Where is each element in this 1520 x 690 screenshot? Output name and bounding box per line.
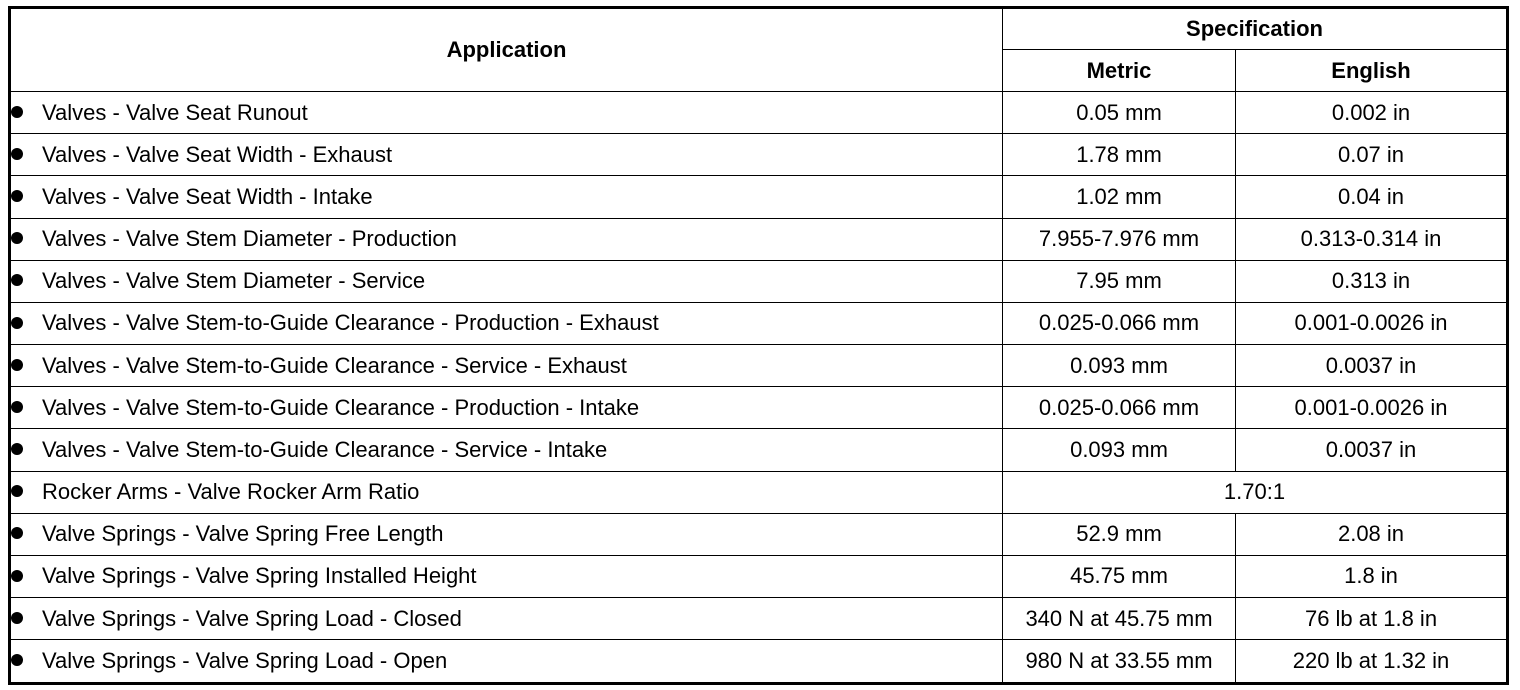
specification-header: Specification: [1003, 8, 1508, 50]
english-cell: 0.001-0.0026 in: [1236, 302, 1508, 344]
english-cell: 0.313-0.314 in: [1236, 218, 1508, 260]
header-row-top: [10, 8, 1508, 50]
application-text: Rocker Arms - Valve Rocker Arm Ratio: [42, 479, 420, 505]
table-row: [10, 260, 1508, 302]
english-cell: 1.8 in: [1236, 555, 1508, 597]
bullet-icon: [11, 485, 23, 497]
application-cell: [10, 429, 1003, 471]
application-cell: [10, 92, 1003, 134]
table-row: [10, 429, 1508, 471]
metric-cell: 0.093 mm: [1003, 345, 1236, 387]
metric-cell: 1.78 mm: [1003, 134, 1236, 176]
application-cell: [10, 260, 1003, 302]
bullet-icon: [11, 401, 23, 413]
table-row: [10, 598, 1508, 640]
bullet-icon: [11, 654, 23, 666]
application-text: Valves - Valve Stem-to-Guide Clearance - Production - Exhaust: [42, 310, 659, 336]
table-body: [10, 92, 1508, 684]
application-cell: [10, 218, 1003, 260]
metric-cell: 52.9 mm: [1003, 513, 1236, 555]
table-row: [10, 471, 1508, 513]
application-header: Application: [10, 8, 1003, 92]
table-row: [10, 302, 1508, 344]
metric-header: Metric: [1003, 50, 1236, 92]
application-text: Valve Springs - Valve Spring Load - Closed: [42, 605, 462, 631]
application-cell: [10, 134, 1003, 176]
application-text: Valve Springs - Valve Spring Installed Height: [42, 563, 477, 589]
bullet-icon: [11, 190, 23, 202]
application-cell: [10, 345, 1003, 387]
metric-cell: 340 N at 45.75 mm: [1003, 598, 1236, 640]
metric-cell: 7.95 mm: [1003, 260, 1236, 302]
metric-cell: 0.025-0.066 mm: [1003, 302, 1236, 344]
bullet-icon: [11, 359, 23, 371]
application-cell: [10, 471, 1003, 513]
application-cell: [10, 640, 1003, 684]
english-cell: 0.002 in: [1236, 92, 1508, 134]
metric-cell: 0.05 mm: [1003, 92, 1236, 134]
application-cell: [10, 598, 1003, 640]
english-header: English: [1236, 50, 1508, 92]
bullet-icon: [11, 612, 23, 624]
english-cell: 0.07 in: [1236, 134, 1508, 176]
application-text: Valves - Valve Seat Width - Exhaust: [42, 141, 393, 167]
table-row: [10, 92, 1508, 134]
bullet-icon: [11, 317, 23, 329]
application-text: Valve Springs - Valve Spring Load - Open: [42, 648, 448, 674]
application-text: Valves - Valve Seat Width - Intake: [42, 183, 373, 209]
english-cell: 2.08 in: [1236, 513, 1508, 555]
bullet-icon: [11, 148, 23, 160]
bullet-icon: [11, 106, 23, 118]
english-cell: 0.04 in: [1236, 176, 1508, 218]
application-text: Valves - Valve Stem-to-Guide Clearance - Production - Intake: [42, 394, 640, 420]
metric-cell: 45.75 mm: [1003, 555, 1236, 597]
metric-cell: 0.025-0.066 mm: [1003, 387, 1236, 429]
english-cell: 220 lb at 1.32 in: [1236, 640, 1508, 684]
metric-cell: 0.093 mm: [1003, 429, 1236, 471]
application-text: Valves - Valve Stem-to-Guide Clearance - Service - Exhaust: [42, 352, 627, 378]
bullet-icon: [11, 232, 23, 244]
application-cell: [10, 387, 1003, 429]
metric-cell: 7.955-7.976 mm: [1003, 218, 1236, 260]
english-cell: 0.0037 in: [1236, 345, 1508, 387]
table-row: [10, 345, 1508, 387]
specification-table: [8, 6, 1509, 685]
application-text: Valves - Valve Stem-to-Guide Clearance - Service - Intake: [42, 436, 608, 462]
application-cell: [10, 176, 1003, 218]
application-cell: [10, 555, 1003, 597]
bullet-icon: [11, 570, 23, 582]
table-row: [10, 176, 1508, 218]
metric-cell: 980 N at 33.55 mm: [1003, 640, 1236, 684]
table-row: [10, 134, 1508, 176]
application-text: Valves - Valve Stem Diameter - Service: [42, 268, 426, 294]
application-cell: [10, 513, 1003, 555]
table-row: [10, 218, 1508, 260]
application-text: Valves - Valve Stem Diameter - Production: [42, 226, 457, 252]
table-row: [10, 387, 1508, 429]
english-cell: 0.0037 in: [1236, 429, 1508, 471]
bullet-icon: [11, 443, 23, 455]
table-row: [10, 555, 1508, 597]
table-row: [10, 513, 1508, 555]
application-text: Valve Springs - Valve Spring Free Length: [42, 521, 444, 547]
bullet-icon: [11, 274, 23, 286]
table-row: [10, 640, 1508, 684]
english-cell: 0.001-0.0026 in: [1236, 387, 1508, 429]
combined-spec-cell: 1.70:1: [1003, 471, 1508, 513]
metric-cell: 1.02 mm: [1003, 176, 1236, 218]
application-cell: [10, 302, 1003, 344]
english-cell: 0.313 in: [1236, 260, 1508, 302]
bullet-icon: [11, 527, 23, 539]
application-text: Valves - Valve Seat Runout: [42, 99, 308, 125]
english-cell: 76 lb at 1.8 in: [1236, 598, 1508, 640]
